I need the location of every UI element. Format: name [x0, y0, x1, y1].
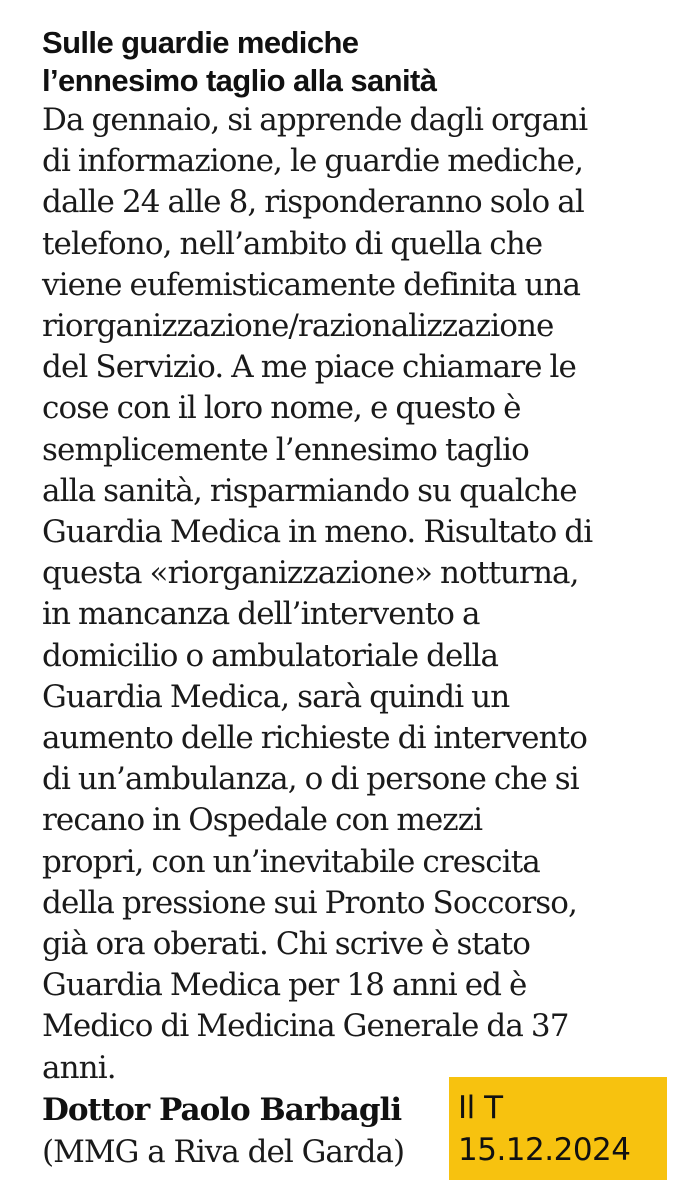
- body-line: domicilio o ambulatoriale della: [42, 637, 499, 674]
- source-tag: [449, 1077, 667, 1180]
- body-line: alla sanità, risparmiando su qualche: [42, 472, 577, 509]
- body-line: anni.: [42, 1049, 116, 1086]
- body-line: propri, con un’inevitabile crescita: [42, 843, 540, 880]
- letter-article: [42, 24, 677, 1173]
- body-line: semplicemente l’ennesimo taglio: [42, 431, 529, 468]
- author-name: Dottor Paolo Barbagli: [42, 1091, 402, 1128]
- body-line: dalle 24 alle 8, risponderanno solo al: [42, 184, 584, 221]
- body-line: in mancanza dell’intervento a: [42, 596, 480, 633]
- source-publication: Il T: [458, 1090, 503, 1126]
- headline-line: Sulle guardie mediche: [42, 25, 359, 60]
- headline-line: l’ennesimo taglio alla sanità: [42, 63, 437, 98]
- article-headline: [42, 24, 677, 100]
- body-line: riorganizzazione/razionalizzazione: [42, 308, 554, 345]
- body-line: viene eufemisticamente definita una: [42, 266, 581, 303]
- body-line: Medico di Medicina Generale da 37: [42, 1008, 569, 1045]
- body-line: Guardia Medica, sarà quindi un: [42, 678, 510, 715]
- body-line: Guardia Medica in meno. Risultato di: [42, 514, 593, 551]
- body-line: questa «riorganizzazione» notturna,: [42, 555, 579, 592]
- author-affiliation: (MMG a Riva del Garda): [42, 1133, 405, 1170]
- body-line: Da gennaio, si apprende dagli organi: [42, 102, 588, 138]
- body-line: aumento delle richieste di intervento: [42, 720, 587, 757]
- body-line: di informazione, le guardie mediche,: [42, 143, 584, 180]
- body-line: della pressione sui Pronto Soccorso,: [42, 884, 577, 921]
- body-line: del Servizio. A me piace chiamare le: [42, 349, 576, 386]
- article-body: [42, 100, 677, 1089]
- body-line: Guardia Medica per 18 anni ed è: [42, 967, 527, 1004]
- source-date: 15.12.2024: [458, 1132, 631, 1168]
- body-line: cose con il loro nome, e questo è: [42, 390, 521, 427]
- body-line: telefono, nell’ambito di quella che: [42, 225, 543, 262]
- body-line: già ora oberati. Chi scrive è stato: [42, 926, 530, 963]
- body-line: recano in Ospedale con mezzi: [42, 802, 483, 839]
- body-line: di un’ambulanza, o di persone che si: [42, 761, 579, 798]
